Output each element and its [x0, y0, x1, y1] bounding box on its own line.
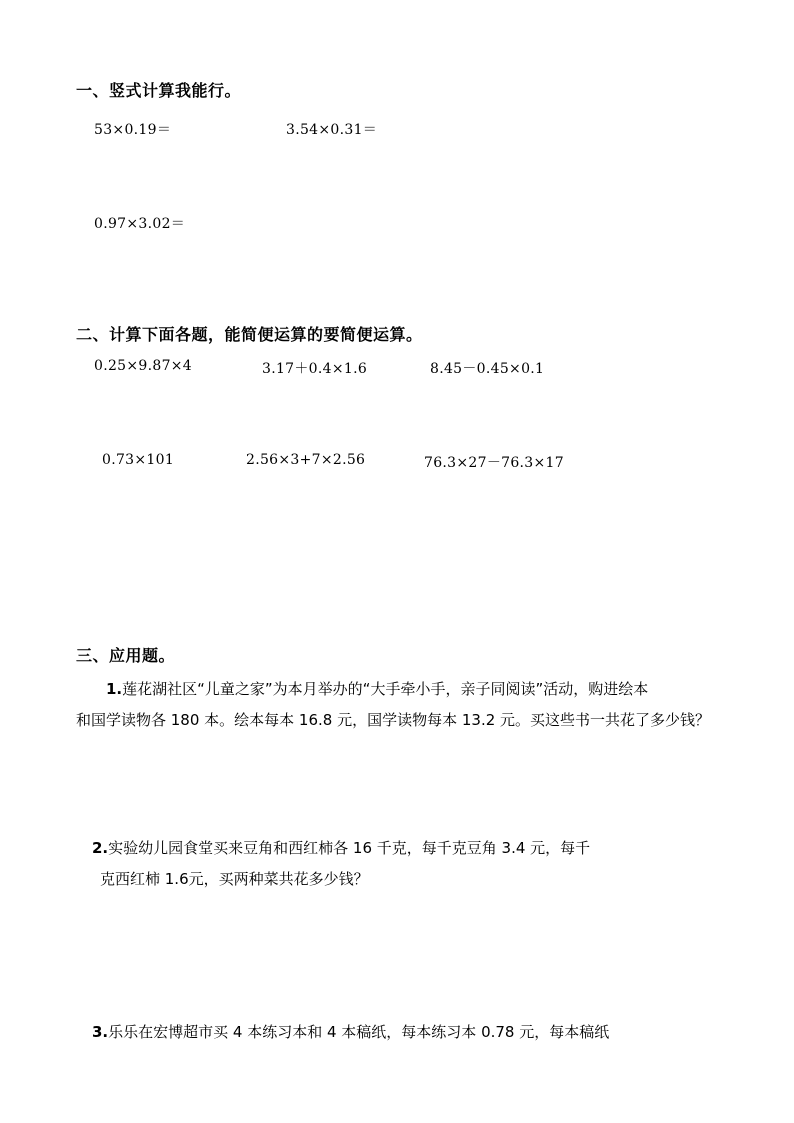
word-problem-1-text1: 莲花湖社区“儿童之家”为本月举办的“大手牵小手，亲子同阅读”活动，购进绘本: [122, 680, 649, 698]
word-problem-3-line1: [92, 1017, 712, 1048]
section3-heading: 三、应用题。: [76, 646, 176, 665]
problem-1-1: 53×0.19＝: [94, 122, 172, 138]
word-problem-1-line2: 和国学读物各 180 本。绘本每本 16.8 元，国学读物每本 13.2 元。买这些书一共花了多少钱？: [76, 711, 711, 729]
word-problem-2-number: 2.: [92, 839, 109, 857]
word-problem-2: [92, 833, 712, 895]
word-problem-2-line2: 克西红柿 1.6元，买两种菜共花多少钱？: [100, 870, 369, 888]
problem-2-4: 0.73×101: [102, 452, 175, 468]
section2-heading: 二、计算下面各题，能简便运算的要简便运算。: [76, 325, 423, 344]
problem-2-3: 8.45－0.45×0.1: [430, 361, 545, 377]
problem-2-6: 76.3×27－76.3×17: [424, 455, 564, 471]
problem-1-2: 3.54×0.31＝: [286, 122, 378, 138]
problem-2-5: 2.56×3+7×2.56: [246, 452, 366, 468]
word-problem-1-number: 1.: [106, 680, 123, 698]
word-problem-2-line1: [92, 833, 712, 864]
word-problem-3-text1: 乐乐在宏博超市买 4 本练习本和 4 本稿纸，每本练习本 0.78 元，每本稿纸: [108, 1023, 610, 1041]
word-problem-1-line1: [76, 674, 726, 705]
word-problem-3-number: 3.: [92, 1023, 109, 1041]
problem-2-1: 0.25×9.87×4: [94, 358, 193, 374]
word-problem-3: [92, 1017, 712, 1048]
section1-heading: 一、竖式计算我能行。: [76, 81, 242, 100]
problem-2-2: 3.17＋0.4×1.6: [262, 361, 368, 377]
word-problem-1: [76, 674, 726, 736]
problem-1-3: 0.97×3.02＝: [94, 216, 186, 232]
word-problem-2-text1: 实验幼儿园食堂买来豆角和西红柿各 16 千克，每千克豆角 3.4 元，每千: [108, 839, 591, 857]
